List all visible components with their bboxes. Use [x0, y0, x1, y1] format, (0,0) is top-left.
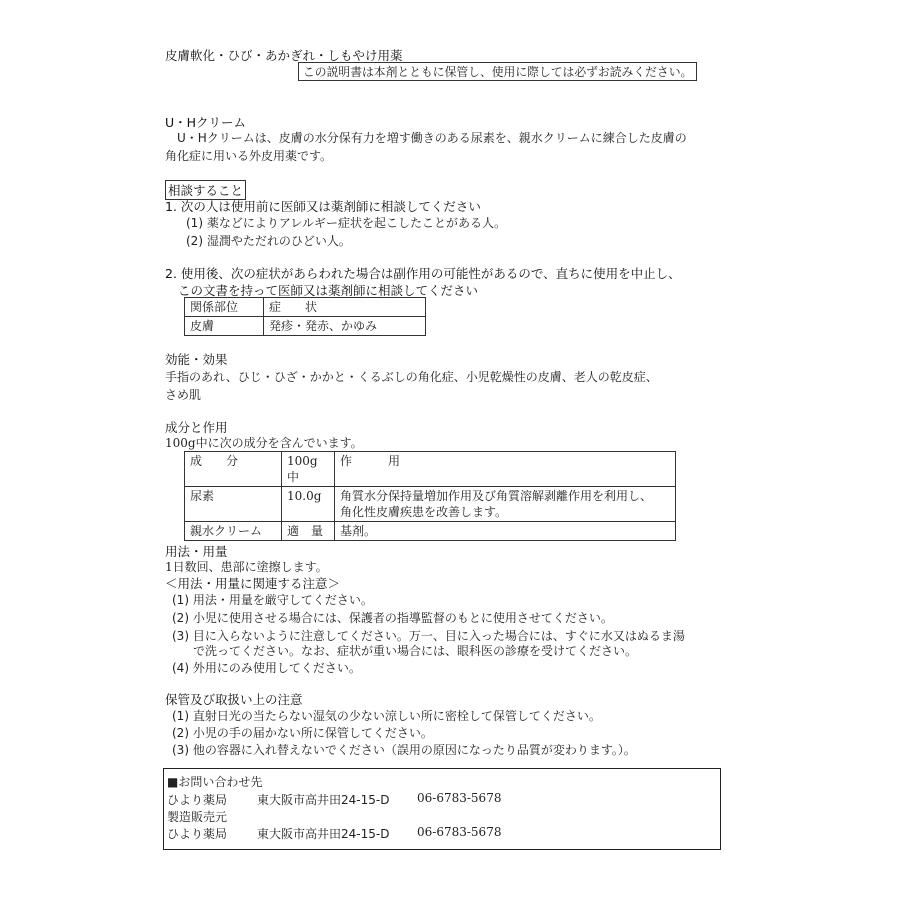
ingredients-title: 成分と作用: [165, 420, 228, 435]
table-cell: 尿素: [185, 487, 282, 522]
product-description-line2: 角化症に用いる外皮用薬です。: [165, 149, 333, 163]
product-name: U・Hクリーム: [165, 115, 247, 130]
consult-item-1-sub-2: (2) 湿潤やただれのひどい人。: [186, 234, 351, 248]
table-cell: [335, 487, 676, 522]
usage-title: 用法・用量: [165, 544, 228, 559]
storage-item-2: (2) 小児の手の届かない所に保管してください。: [172, 726, 433, 740]
table-header-cell: 症 状: [264, 298, 426, 317]
usage-note-3-line2: で洗ってください。なお、症状が重い場合には、眼科医の診療を受けてください。: [193, 644, 638, 658]
notice-box: この説明書は本剤とともに保管し、使用に際しては必ずお読みください。: [298, 62, 697, 81]
table-cell: 皮膚: [185, 317, 264, 336]
usage-note-4: (4) 外用にのみ使用してください。: [172, 661, 361, 675]
ingredients-intro: 100g中に次の成分を含んでいます。: [165, 436, 363, 450]
contact-phone-1: 06-6783-5678: [417, 791, 502, 805]
table-row: [185, 317, 426, 336]
action-line: 角質水分保持量増加作用及び角質溶解剥離作用を利用し、: [340, 489, 653, 503]
storage-item-3: (3) 他の容器に入れ替えないでください（誤用の原因になったり品質が変わります。）。: [172, 743, 636, 757]
consult-item-2-line1: 2. 使用後、次の症状があらわれた場合は副作用の可能性があるので、直ちに使用を中止し、: [165, 266, 681, 281]
contact-address-2: 東大阪市高井田24-15-D: [257, 827, 390, 841]
usage-text: 1日数回、患部に塗擦します。: [165, 560, 328, 574]
usage-note-1: (1) 用法・用量を厳守してください。: [172, 593, 373, 607]
efficacy-title: 効能・効果: [165, 352, 228, 367]
action-line: 基剤。: [340, 524, 377, 538]
consult-item-1: 1. 次の人は使用前に医師又は薬剤師に相談してください: [165, 199, 481, 214]
symptom-table: [184, 297, 426, 336]
table-cell: 親水クリーム: [185, 522, 282, 541]
table-header-cell: 関係部位: [185, 298, 264, 317]
usage-note-3-line1: (3) 目に入らないように注意してください。万一、目に入った場合には、すぐに水又はぬるま湯: [172, 629, 685, 643]
consult-item-1-sub-1: (1) 薬などによりアレルギー症状を起こしたことがある人。: [186, 216, 507, 230]
consult-section-title: 相談すること: [165, 180, 246, 200]
contact-title: ■お問い合わせ先: [167, 775, 263, 789]
table-cell: [335, 522, 676, 541]
table-cell: 10.0g: [282, 487, 335, 522]
storage-title: 保管及び取扱い上の注意: [165, 692, 303, 707]
ingredients-table: [184, 451, 676, 541]
usage-note-2: (2) 小児に使用させる場合には、保護者の指導監督のもとに使用させてください。: [172, 611, 613, 625]
table-cell: 発疹・発赤、かゆみ: [264, 317, 426, 336]
table-header-row: [185, 298, 426, 317]
table-row: [185, 487, 676, 522]
usage-notes-title: ＜用法・用量に関連する注意＞: [165, 576, 341, 591]
category-title: 皮膚軟化・ひび・あかぎれ・しもやけ用薬: [165, 48, 403, 63]
storage-item-1: (1) 直射日光の当たらない湿気の少ない涼しい所に密栓して保管してください。: [172, 709, 601, 723]
contact-address-1: 東大阪市高井田24-15-D: [257, 793, 390, 807]
contact-name-2: ひより薬局: [167, 827, 228, 841]
table-row: [185, 522, 676, 541]
contact-name-1: ひより薬局: [167, 793, 228, 807]
table-header-row: [185, 452, 676, 487]
table-header-cell: 作 用: [335, 452, 676, 487]
action-line: 角化性皮膚疾患を改善します。: [340, 505, 508, 519]
efficacy-line1: 手指のあれ、ひじ・ひざ・かかと・くるぶしの角化症、小児乾燥性の皮膚、老人の乾皮症、: [165, 370, 658, 384]
product-description-line1: U・Hクリームは、皮膚の水分保有力を増す働きのある尿素を、親水クリームに練合した皮膚の: [177, 131, 687, 145]
contact-phone-2: 06-6783-5678: [417, 825, 502, 839]
consult-item-2-line2: この文書を持って医師又は薬剤師に相談してください: [178, 283, 479, 298]
manufacturer-label: 製造販売元: [167, 810, 228, 824]
table-header-cell: 成 分: [185, 452, 282, 487]
table-cell: 適 量: [282, 522, 335, 541]
table-header-cell: 100g中: [282, 452, 335, 487]
efficacy-line2: さめ肌: [165, 388, 202, 402]
